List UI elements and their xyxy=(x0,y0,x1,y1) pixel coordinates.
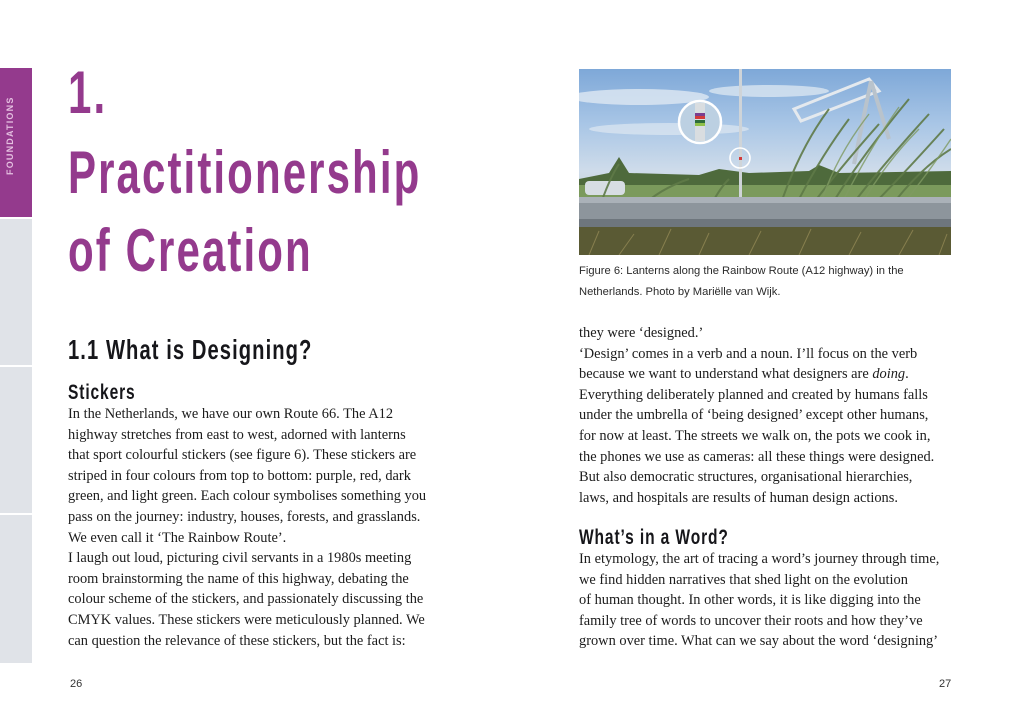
text-line: pass on the journey: industry, houses, forests, and grasslands. xyxy=(68,508,421,525)
section-heading: 1.1 What is Designing? xyxy=(68,334,313,365)
text-line: Everything deliberately planned and created by humans falls xyxy=(579,386,928,403)
caption-line-1: Figure 6: Lanterns along the Rainbow Route (A12 highway) in the xyxy=(579,265,904,277)
chapter-tab-2[interactable] xyxy=(0,219,32,365)
text-run-italic: doing xyxy=(872,366,906,383)
right-body-text-2 xyxy=(579,549,939,652)
text-line: colour scheme of the stickers, and passionately discussing the xyxy=(68,591,424,608)
text-line: striped in four colours from top to bottom: purple, red, dark xyxy=(68,467,411,484)
page-number-left: 26 xyxy=(70,678,83,690)
text-line: laws, and hospitals are results of human design actions. xyxy=(579,489,898,506)
text-line: I laugh out loud, picturing civil servants in a 1980s meeting xyxy=(68,550,412,567)
page-number-right: 27 xyxy=(939,678,952,690)
chapter-tab-3[interactable] xyxy=(0,367,32,513)
text-line: ‘Design’ comes in a verb and a noun. I’ll focus on the verb xyxy=(579,345,918,362)
text-line: We even call it ‘The Rainbow Route’. xyxy=(68,529,287,546)
text-line: family tree of words to uncover their roots and how they’ve xyxy=(579,612,923,629)
text-line: CMYK values. These stickers were meticulously planned. We xyxy=(68,611,425,628)
text-line: for now at least. The streets we walk on, the pots we cook in, xyxy=(579,427,931,444)
text-line: can question the relevance of these stickers, but the fact is: xyxy=(68,632,406,649)
text-line: grown over time. What can we say about the word ‘designing’ xyxy=(579,633,938,650)
chapter-number: 1. xyxy=(68,59,108,126)
left-body-text xyxy=(68,404,426,651)
photo-illustration xyxy=(579,69,951,255)
text-run: . xyxy=(905,366,909,383)
text-line xyxy=(579,364,934,385)
text-run: because we want to understand what designers are xyxy=(579,366,873,383)
right-body-text-1 xyxy=(579,323,934,508)
figure-photo xyxy=(579,69,951,255)
text-line: the phones we use as cameras: all these things were designed. xyxy=(579,448,935,465)
chapter-tab-4[interactable] xyxy=(0,515,32,663)
text-line: But also democratic structures, organisational hierarchies, xyxy=(579,469,913,486)
figure-caption xyxy=(579,261,959,303)
text-line: that sport colourful stickers (see figure 6). These stickers are xyxy=(68,447,417,464)
text-line: In etymology, the art of tracing a word’s journey through time, xyxy=(579,551,940,567)
text-line: room brainstorming the name of this highway, debating the xyxy=(68,570,409,587)
caption-line-2: Netherlands. Photo by Mariëlle van Wijk. xyxy=(579,286,781,298)
text-line: green, and light green. Each colour symbolises something you xyxy=(68,488,427,505)
text-line: of human thought. In other words, it is like digging into the xyxy=(579,592,921,609)
text-line: In the Netherlands, we have our own Route 66. The A12 xyxy=(68,406,394,422)
subheading-whats-in-a-word: What’s in a Word? xyxy=(579,526,729,549)
text-line: they were ‘designed.’ xyxy=(579,325,704,341)
subheading-stickers: Stickers xyxy=(68,381,136,404)
text-line: we find hidden narratives that shed light on the evolution xyxy=(579,571,908,588)
text-line: highway stretches from east to west, adorned with lanterns xyxy=(68,426,406,443)
chapter-title-line-1: Practitionership xyxy=(68,139,422,206)
chapter-title-line-2: of Creation xyxy=(68,217,313,284)
text-line: under the umbrella of ‘being designed’ except other humans, xyxy=(579,407,929,424)
